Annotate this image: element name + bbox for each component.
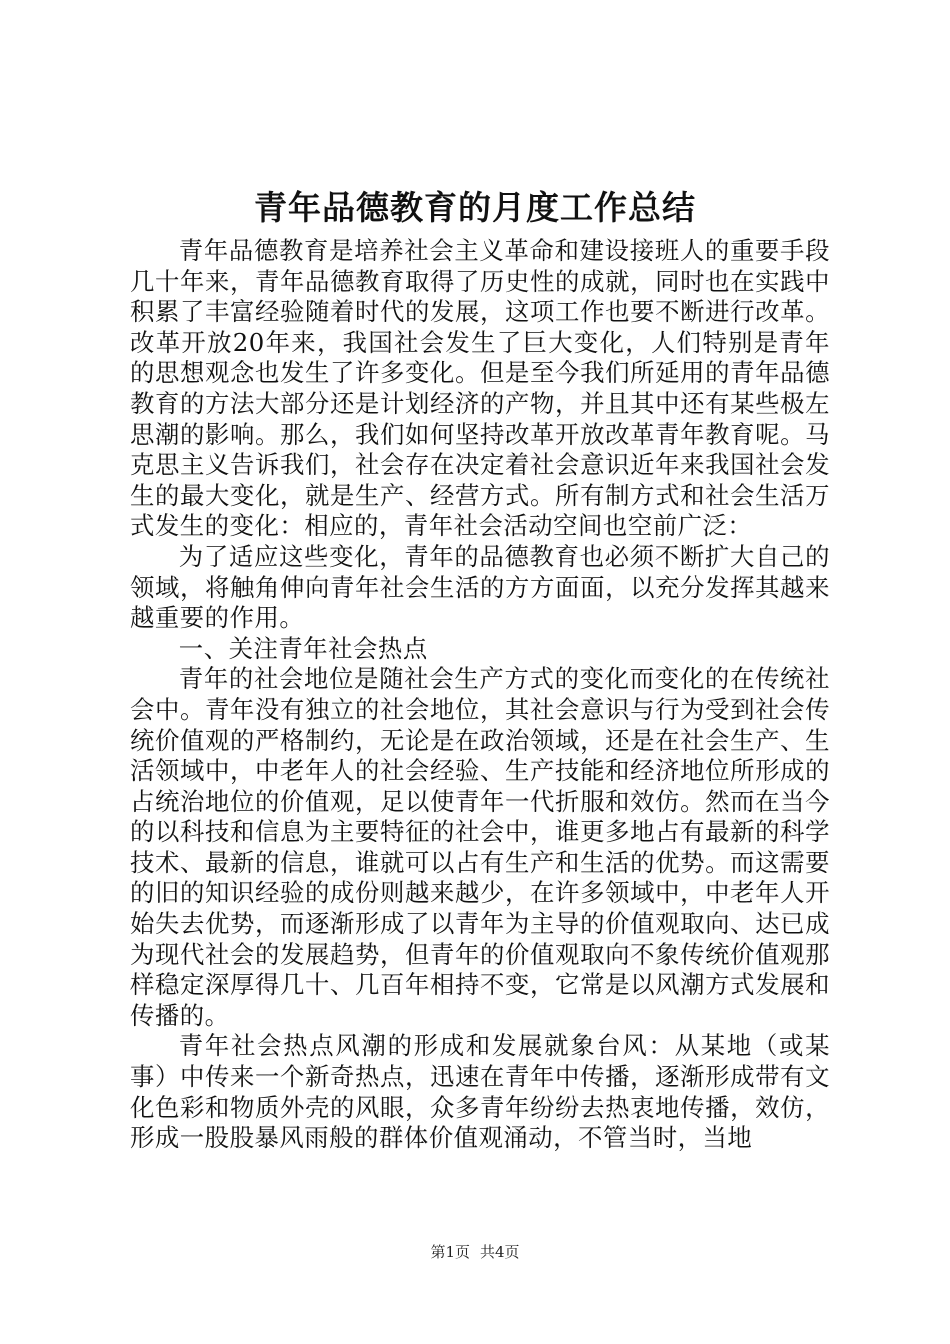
document-body <box>130 236 830 1154</box>
page-number: 第1页 <box>430 1243 470 1261</box>
paragraph-hotspot: 青年社会热点风潮的形成和发展就象台风：从某地（或某事）中传来一个新奇热点，迅速在青年中传播，逐渐形成带有文化色彩和物质外壳的风眼，众多青年纷纷去热衷地传播，效仿，形成一股股暴风雨般的群体价值观涌动，不管当时，当地 <box>130 1031 830 1153</box>
paragraph-adapt: 为了适应这些变化，青年的品德教育也必须不断扩大自己的领域，将触角伸向青年社会生活的方方面面，以充分发挥其越来越重要的作用。 <box>130 541 830 633</box>
paragraph-social-status: 青年的社会地位是随社会生产方式的变化而变化的在传统社会中。青年没有独立的社会地位，其社会意识与行为受到社会传统价值观的严格制约，无论是在政治领域，还是在社会生产、生活领域中，中老年人的社会经验、生产技能和经济地位所形成的占统治地位的价值观，足以使青年一代折服和效仿。然而在当今的以科技和信息为主要特征的社会中，谁更多地占有最新的科学技术、最新的信息，谁就可以占有生产和生活的优势。而这需要的旧的知识经验的成份则越来越少，在许多领域中，中老年人开始失去优势，而逐渐形成了以青年为主导的价值观取向、达已成为现代社会的发展趋势，但青年的价值观取向不象传统价值观那样稳定深厚得几十、几百年相持不变，它常是以风潮方式发展和传播的。 <box>130 664 830 1030</box>
paragraph-intro: 青年品德教育是培养社会主义革命和建设接班人的重要手段几十年来，青年品德教育取得了历史性的成就，同时也在实践中积累了丰富经验随着时代的发展，这项工作也要不断进行改革。改革开放20年来，我国社会发生了巨大变化，人们特别是青年的思想观念也发生了许多变化。但是至今我们所延用的青年品德教育的方法大部分还是计划经济的产物，并且其中还有某些极左思潮的影响。那么，我们如何坚持改革开放改革青年教育呢。马克思主义告诉我们，社会存在决定着社会意识近年来我国社会发生的最大变化，就是生产、经营方式。所有制方式和社会生活万式发生的变化：相应的，青年社会活动空间也空前广泛： <box>130 236 830 541</box>
section-heading: 一、关注青年社会热点 <box>178 633 428 663</box>
page-total: 共4页 <box>480 1243 520 1261</box>
document-title: 青年品德教育的月度工作总结 <box>254 188 696 227</box>
page-footer <box>0 1242 950 1262</box>
